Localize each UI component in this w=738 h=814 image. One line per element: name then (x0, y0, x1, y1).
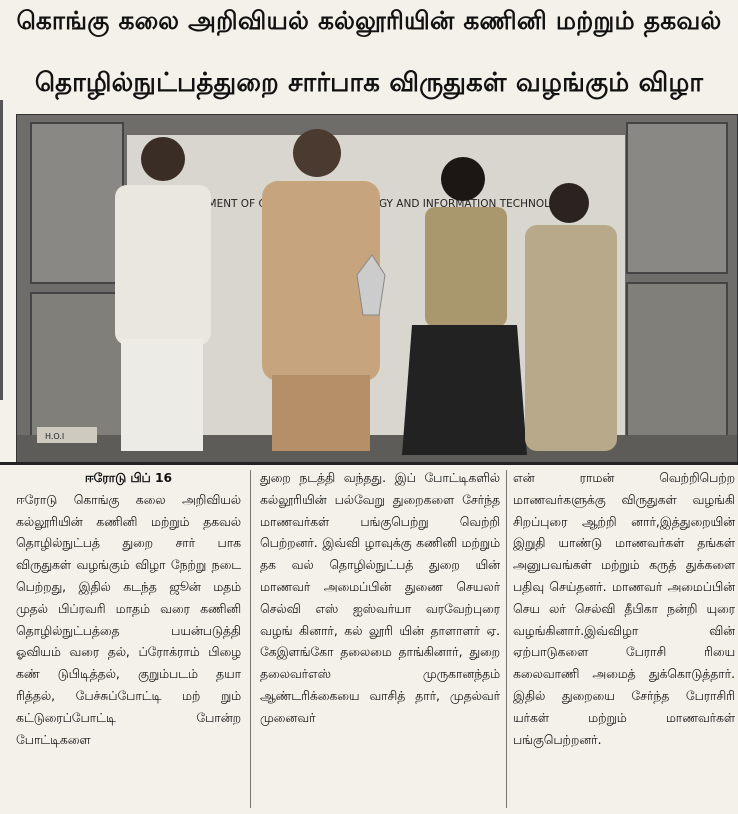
photo-banner-text: OF AND INFORMATION TECHNOLOGY (240, 198, 572, 210)
article-column-2 (260, 468, 500, 808)
article-dateline: ஈரோடு பிப் 16 (84, 471, 173, 485)
column-divider (250, 470, 251, 808)
article-column-1 (16, 468, 241, 808)
event-photo (16, 114, 738, 464)
column-divider (506, 470, 507, 808)
section-rule (0, 462, 738, 465)
article-column-3-text: என் ராமன் வெற்றிபெற்ற மாணவர்களுக்கு விருதுகள் வழங்கி சிறப்புரை ஆற்றி னார்,இத்துறையின் இறுதி யாண்டு மாணவர்கள் தங்கள் அனுபவங்கள் மற்றும் கருத் துக்களை பதிவு செய்தனர். மாணவர் அமைப்பின் செய லர் செல்வி தீபிகா நன்றி யுரை வழங்கினார்.இவ்விழா வின் ஏற்பாடுகளை பேராசி ரியை கலைவாணி அமைத் துக்கொடுத்தார். இதில் துறையை சேர்ந்த பேராசிரி யர்கள் மற்றும் மாணவர்கள் பங்குபெற்றனர். (513, 471, 735, 747)
headline-line-1: கொங்கு கலை அறிவியல் கல்லூரியின் கணினி மற்றும் தகவல் (16, 6, 722, 35)
headline-line-2: தொழில்நுட்பத்துறை சார்பாக விருதுகள் வழங்கும் விழா (34, 68, 704, 98)
photo-sign-text: H.O.I (45, 432, 65, 441)
article-column-3 (513, 468, 735, 808)
page-edge-rule (0, 100, 3, 400)
article-column-1-text: ஈரோடு கொங்கு கலை அறிவியல் கல்லூரியின் கணினி மற்றும் தகவல் தொழில்நுட்பத் துறை சார் பாக விருதுகள் வழங்கும் விழா நேற்று நடை பெற்றது, இதில் கடந்த ஜூன் மதம் முதல் பிப்ரவரி மாதம் வரை கணினி தொழில்நுட்பத்தை பயன்படுத்தி ஓவியம் வரை தல், ப்ரோக்ராம் பிழை கண் டுபிடித்தல், குறும்படம் தயா ரித்தல், பேச்சுப்போட்டி மற் றும் கட்டுரைப்போட்டி போன்ற போட்டிகளை (16, 492, 241, 747)
article-column-2-text: துறை நடத்தி வந்தது. இப் போட்டிகளில் கல்லூரியின் பல்வேறு துறைகளை சேர்ந்த மாணவர்கள் பங்குபெற்று வெற்றி பெற்றனர். இவ்வி ழாவுக்கு கணினி மற்றும் தக வல் தொழில்நுட்பத் துறை யின் மாணவர் அமைப்பின் துணை செயலர் செல்வி எஸ் ஐஸ்வர்யா வரவேற்புரை வழங் கினார், கல் லூரி யின் தாளாளர் ஏ. கேஇளங்கோ தலைமை தாங்கினார், துறை தலைவர்எஸ் முருகானந்தம் ஆண்டரிக்கையை வாசித் தார், முதல்வர் முனைவர் (260, 471, 500, 725)
